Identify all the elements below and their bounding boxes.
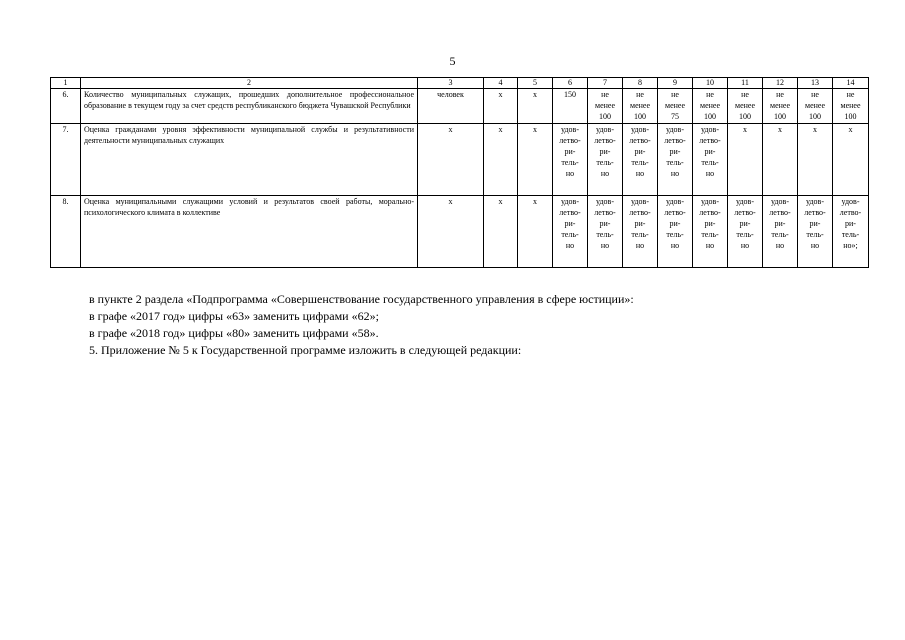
value-line: летво- <box>559 208 581 217</box>
value-line: летво- <box>594 208 616 217</box>
value-line: но <box>565 169 575 178</box>
value-line: не <box>846 90 855 99</box>
row-number-cell: 8. <box>51 196 81 268</box>
value-line: менее <box>665 101 685 110</box>
value-line: ри- <box>809 219 821 228</box>
header-cell: 8 <box>623 78 658 89</box>
value-line: удов- <box>595 197 614 206</box>
amendment-text <box>89 291 849 359</box>
value-line: ри- <box>669 147 681 156</box>
value-line: ри- <box>599 219 611 228</box>
value-line: 100 <box>844 112 857 121</box>
paragraph: 5. Приложение № 5 к Государственной программе изложить в следующей редакции: <box>89 343 522 357</box>
value-line: удов- <box>630 197 649 206</box>
value-line: летво- <box>594 136 616 145</box>
header-cell: 7 <box>588 78 623 89</box>
indicators-table <box>50 77 869 268</box>
value-line: удов- <box>700 197 719 206</box>
paragraph: в графе «2017 год» цифры «63» заменить цифрами «62»; <box>89 309 379 323</box>
value-line: тель- <box>701 230 719 239</box>
value-line: ри- <box>634 219 646 228</box>
value-cell <box>798 89 833 124</box>
value-cell: x <box>518 124 553 196</box>
header-cell: 9 <box>658 78 693 89</box>
value-line: ри- <box>704 147 716 156</box>
value-cell: x <box>484 196 518 268</box>
value-line: удов- <box>841 197 860 206</box>
row-number-cell: 6. <box>51 89 81 124</box>
value-line: тель- <box>701 158 719 167</box>
value-line: менее <box>630 101 650 110</box>
value-line: тель- <box>631 230 649 239</box>
value-cell <box>588 196 623 268</box>
table-row <box>51 89 869 124</box>
value-line: но»; <box>843 241 858 250</box>
value-line: тель- <box>666 230 684 239</box>
value-line: летво- <box>559 136 581 145</box>
value-line: 150 <box>564 90 576 99</box>
value-cell <box>728 89 763 124</box>
page-number: 5 <box>449 54 456 68</box>
value-line: 100 <box>704 112 716 121</box>
header-cell: 12 <box>763 78 798 89</box>
value-line: ри- <box>845 219 856 228</box>
table-row <box>51 124 869 196</box>
value-cell <box>763 89 798 124</box>
value-line: летво- <box>839 208 862 217</box>
value-line: не <box>811 90 819 99</box>
value-cell <box>553 124 588 196</box>
value-line: летво- <box>664 136 686 145</box>
value-line: не <box>671 90 679 99</box>
value-line: тель- <box>771 230 789 239</box>
header-cell: 4 <box>484 78 518 89</box>
value-cell <box>833 124 869 196</box>
value-cell <box>553 89 588 124</box>
value-line: менее <box>770 101 790 110</box>
header-cell: 2 <box>81 78 418 89</box>
paragraph: в пункте 2 раздела «Подпрограмма «Совершенствование государственного управления в сфере юстиции»: <box>89 292 634 306</box>
row-number-cell: 7. <box>51 124 81 196</box>
value-cell <box>693 89 728 124</box>
header-cell: 1 <box>51 78 81 89</box>
value-line: тель- <box>596 158 614 167</box>
value-line: но <box>705 241 715 250</box>
value-line: x <box>848 125 853 134</box>
value-line: удов- <box>560 197 579 206</box>
paragraph: в графе «2018 год» цифры «80» заменить цифрами «58». <box>89 326 379 340</box>
value-line: тель- <box>736 230 754 239</box>
value-line: 100 <box>809 112 821 121</box>
value-cell <box>623 89 658 124</box>
value-line: не <box>601 90 609 99</box>
unit-cell: человек <box>418 89 484 124</box>
value-line: но <box>670 169 680 178</box>
value-line: ри- <box>669 219 681 228</box>
header-cell: 6 <box>553 78 588 89</box>
header-cell: 14 <box>833 78 869 89</box>
value-line: тель- <box>841 230 860 239</box>
value-line: удов- <box>805 197 824 206</box>
value-line: ри- <box>564 147 576 156</box>
value-line: летво- <box>629 136 651 145</box>
value-line: x <box>813 125 817 134</box>
value-line: тель- <box>631 158 649 167</box>
value-cell <box>623 124 658 196</box>
value-cell <box>693 124 728 196</box>
value-line: ри- <box>774 219 786 228</box>
value-line: удов- <box>735 197 754 206</box>
value-line: но <box>810 241 820 250</box>
value-cell <box>798 124 833 196</box>
value-line: но <box>670 241 680 250</box>
value-line: ри- <box>634 147 646 156</box>
value-line: x <box>778 125 782 134</box>
value-line: ри- <box>564 219 576 228</box>
table-header-row <box>51 78 869 89</box>
value-line: но <box>565 241 575 250</box>
value-line: летво- <box>699 208 721 217</box>
value-line: удов- <box>560 125 579 134</box>
value-cell <box>658 196 693 268</box>
indicator-name-cell: Оценка гражданами уровня эффективности муниципальной службы и результативности деятельности муниципальных служащих <box>81 124 418 196</box>
value-line: 100 <box>599 112 611 121</box>
value-line: но <box>600 169 610 178</box>
value-line: менее <box>840 101 861 110</box>
value-line: x <box>743 125 747 134</box>
value-line: тель- <box>561 230 579 239</box>
value-cell <box>833 89 869 124</box>
value-cell <box>588 124 623 196</box>
unit-cell: x <box>418 196 484 268</box>
value-line: 75 <box>671 112 679 121</box>
value-cell <box>623 196 658 268</box>
indicator-name-cell: Оценка муниципальными служащими условий и результатов своей работы, морально-психологического климата в коллективе <box>81 196 418 268</box>
value-line: удов- <box>770 197 789 206</box>
value-line: менее <box>735 101 755 110</box>
value-line: но <box>600 241 610 250</box>
value-line: не <box>741 90 749 99</box>
value-cell <box>588 89 623 124</box>
value-line: 100 <box>774 112 786 121</box>
value-line: удов- <box>665 125 684 134</box>
value-line: летво- <box>699 136 721 145</box>
value-line: удов- <box>700 125 719 134</box>
value-line: не <box>706 90 714 99</box>
header-cell: 5 <box>518 78 553 89</box>
value-cell <box>833 196 869 268</box>
value-cell: x <box>518 196 553 268</box>
value-line: менее <box>595 101 615 110</box>
value-cell <box>728 124 763 196</box>
value-line: летво- <box>769 208 791 217</box>
value-line: тель- <box>596 230 614 239</box>
value-cell <box>728 196 763 268</box>
value-cell <box>658 89 693 124</box>
value-cell: x <box>484 124 518 196</box>
value-line: удов- <box>665 197 684 206</box>
value-line: тель- <box>561 158 579 167</box>
value-line: но <box>740 241 750 250</box>
value-cell <box>763 196 798 268</box>
indicator-name-cell: Количество муниципальных служащих, прошедших дополнительное профессиональное образование в текущем году за счет средств республиканского бюджета Чувашской Республики <box>81 89 418 124</box>
value-line: менее <box>805 101 825 110</box>
value-cell <box>693 196 728 268</box>
value-line: удов- <box>630 125 649 134</box>
value-cell <box>553 196 588 268</box>
value-line: менее <box>700 101 720 110</box>
value-line: летво- <box>804 208 826 217</box>
value-line: ри- <box>704 219 716 228</box>
header-cell: 3 <box>418 78 484 89</box>
value-cell <box>658 124 693 196</box>
value-cell <box>763 124 798 196</box>
value-line: но <box>635 169 645 178</box>
header-cell: 13 <box>798 78 833 89</box>
value-line: тель- <box>806 230 824 239</box>
value-line: не <box>776 90 784 99</box>
value-line: летво- <box>664 208 686 217</box>
value-line: но <box>635 241 645 250</box>
value-line: ри- <box>599 147 611 156</box>
value-line: летво- <box>629 208 651 217</box>
value-cell <box>798 196 833 268</box>
value-line: 100 <box>634 112 646 121</box>
value-line: удов- <box>595 125 614 134</box>
value-line: тель- <box>666 158 684 167</box>
value-line: летво- <box>734 208 756 217</box>
value-line: но <box>705 169 715 178</box>
value-cell: x <box>518 89 553 124</box>
value-line: не <box>636 90 644 99</box>
header-cell: 10 <box>693 78 728 89</box>
unit-cell: x <box>418 124 484 196</box>
value-line: ри- <box>739 219 751 228</box>
header-cell: 11 <box>728 78 763 89</box>
value-cell: x <box>484 89 518 124</box>
value-line: но <box>775 241 785 250</box>
value-line: 100 <box>739 112 751 121</box>
table-row <box>51 196 869 268</box>
